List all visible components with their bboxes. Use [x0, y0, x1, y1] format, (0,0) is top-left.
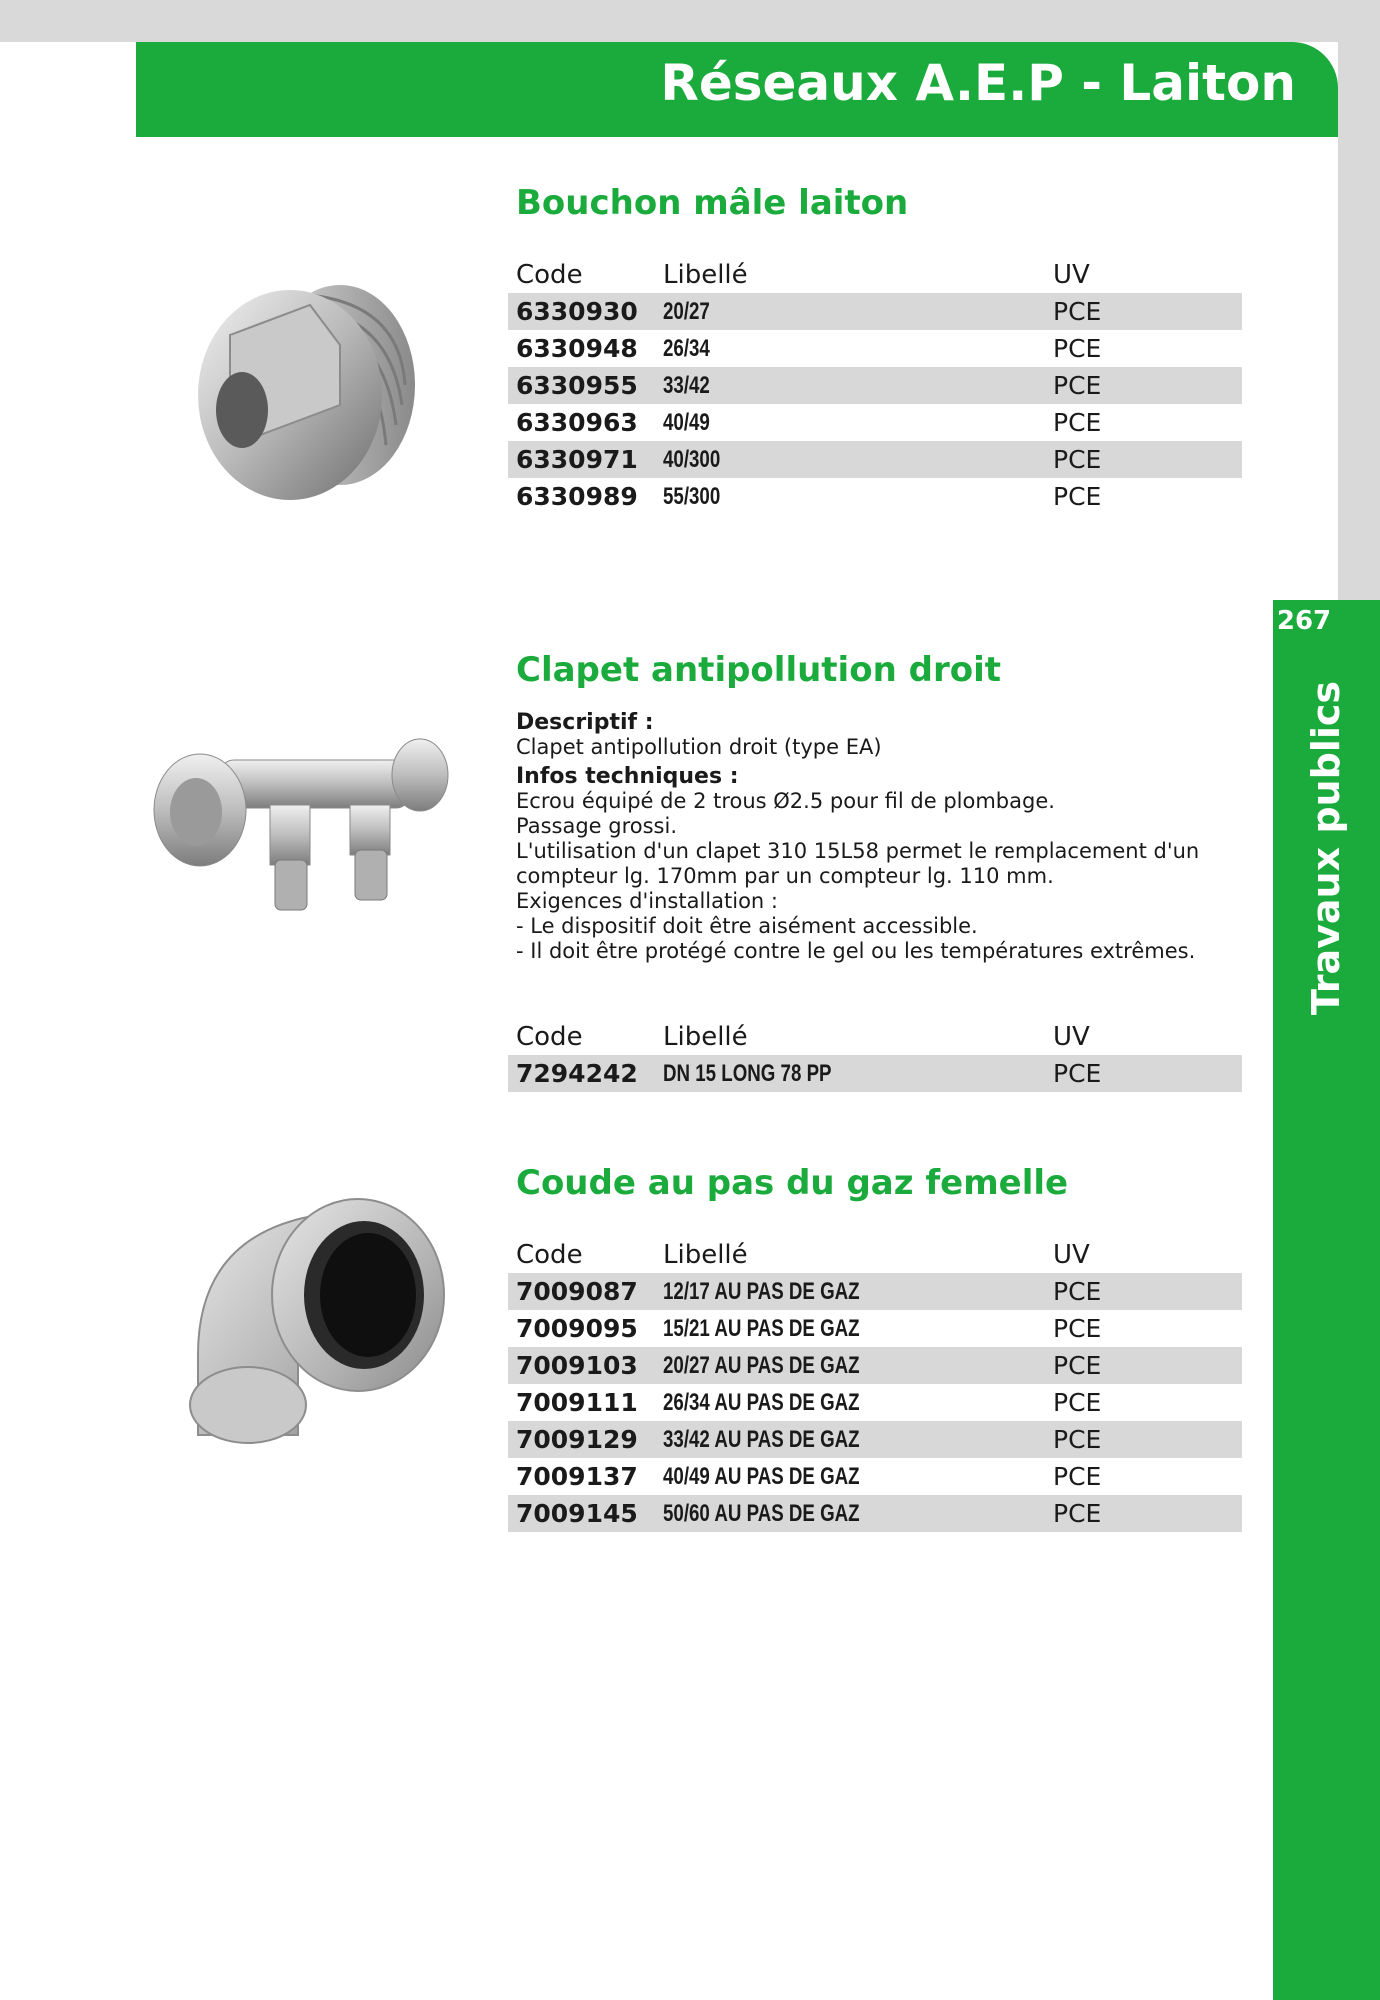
column-header-uv: UV — [1053, 1240, 1090, 1270]
top-frame-band — [0, 0, 1380, 42]
product-code: 7009103 — [516, 1351, 638, 1380]
product-label: 15/21 AU PAS DE GAZ — [663, 1315, 860, 1342]
table-header-row — [508, 256, 1242, 293]
column-header-libelle: Libellé — [663, 1240, 748, 1270]
product-label: 12/17 AU PAS DE GAZ — [663, 1278, 860, 1305]
table-header-row — [508, 1236, 1242, 1273]
product-unit: PCE — [1053, 297, 1102, 326]
column-header-libelle: Libellé — [663, 260, 748, 290]
table-header-row — [508, 1018, 1242, 1055]
product-code: 6330948 — [516, 334, 638, 363]
table-row — [508, 1310, 1242, 1347]
product-unit: PCE — [1053, 1462, 1102, 1491]
table-row — [508, 367, 1242, 404]
product-label: 40/49 — [663, 409, 710, 436]
product-label: 33/42 AU PAS DE GAZ — [663, 1426, 860, 1453]
table-row — [508, 441, 1242, 478]
check-valve-image — [150, 720, 460, 940]
infos-line: L'utilisation d'un clapet 310 15L58 permet le remplacement d'un — [516, 839, 1200, 863]
table-row — [508, 478, 1242, 515]
product-label: 50/60 AU PAS DE GAZ — [663, 1500, 860, 1527]
product-table-coude — [508, 1236, 1242, 1532]
table-row — [508, 330, 1242, 367]
table-row — [508, 1458, 1242, 1495]
product-label: 55/300 — [663, 483, 721, 510]
brass-plug-image — [190, 265, 430, 515]
product-table-bouchon — [508, 256, 1242, 515]
infos-line: compteur lg. 170mm par un compteur lg. 110 mm. — [516, 864, 1054, 888]
table-row — [508, 1347, 1242, 1384]
category-label: Travaux publics — [1304, 681, 1348, 1015]
product-code: 7009137 — [516, 1462, 638, 1491]
product-code: 6330989 — [516, 482, 638, 511]
column-header-uv: UV — [1053, 1022, 1090, 1052]
section-title-coude: Coude au pas du gaz femelle — [516, 1163, 1069, 1203]
infos-line: Passage grossi. — [516, 814, 678, 838]
column-header-code: Code — [516, 1240, 583, 1270]
product-unit: PCE — [1053, 334, 1102, 363]
product-code: 6330971 — [516, 445, 638, 474]
product-unit: PCE — [1053, 1314, 1102, 1343]
product-unit: PCE — [1053, 1351, 1102, 1380]
product-label: DN 15 LONG 78 PP — [663, 1060, 832, 1087]
product-label: 33/42 — [663, 372, 710, 399]
column-header-code: Code — [516, 1022, 583, 1052]
table-row — [508, 1421, 1242, 1458]
product-label: 20/27 — [663, 298, 710, 325]
product-code: 7009111 — [516, 1388, 638, 1417]
table-row — [508, 293, 1242, 330]
product-unit: PCE — [1053, 408, 1102, 437]
elbow-fitting-image — [178, 1195, 448, 1455]
product-description — [516, 710, 1256, 964]
infos-line: Exigences d'installation : — [516, 889, 778, 913]
product-unit: PCE — [1053, 1059, 1102, 1088]
page-number: 267 — [1276, 606, 1332, 636]
infos-line: Ecrou équipé de 2 trous Ø2.5 pour fil de plombage. — [516, 789, 1055, 813]
column-header-code: Code — [516, 260, 583, 290]
product-code: 6330963 — [516, 408, 638, 437]
descriptif-label: Descriptif : — [516, 710, 654, 735]
table-row — [508, 1055, 1242, 1092]
infos-techniques-label: Infos techniques : — [516, 764, 739, 789]
descriptif-text: Clapet antipollution droit (type EA) — [516, 735, 882, 759]
product-code: 7294242 — [516, 1059, 638, 1088]
product-code: 6330930 — [516, 297, 638, 326]
table-row — [508, 1273, 1242, 1310]
section-title-bouchon: Bouchon mâle laiton — [516, 183, 909, 223]
product-code: 7009095 — [516, 1314, 638, 1343]
product-label: 40/49 AU PAS DE GAZ — [663, 1463, 860, 1490]
product-code: 6330955 — [516, 371, 638, 400]
page-title: Réseaux A.E.P - Laiton — [660, 54, 1296, 112]
infos-line: - Le dispositif doit être aisément accessible. — [516, 914, 978, 938]
product-label: 26/34 — [663, 335, 710, 362]
header-bar — [136, 42, 1338, 137]
column-header-uv: UV — [1053, 260, 1090, 290]
product-unit: PCE — [1053, 1277, 1102, 1306]
product-unit: PCE — [1053, 1499, 1102, 1528]
product-code: 7009129 — [516, 1425, 638, 1454]
product-unit: PCE — [1053, 482, 1102, 511]
table-row — [508, 1495, 1242, 1532]
product-label: 40/300 — [663, 446, 721, 473]
section-title-clapet: Clapet antipollution droit — [516, 650, 1001, 690]
column-header-libelle: Libellé — [663, 1022, 748, 1052]
table-row — [508, 404, 1242, 441]
table-row — [508, 1384, 1242, 1421]
product-code: 7009087 — [516, 1277, 638, 1306]
product-unit: PCE — [1053, 1425, 1102, 1454]
product-label: 20/27 AU PAS DE GAZ — [663, 1352, 860, 1379]
right-frame-band — [1338, 0, 1380, 600]
product-table-clapet — [508, 1018, 1242, 1092]
product-label: 26/34 AU PAS DE GAZ — [663, 1389, 860, 1416]
product-unit: PCE — [1053, 1388, 1102, 1417]
product-code: 7009145 — [516, 1499, 638, 1528]
product-unit: PCE — [1053, 445, 1102, 474]
infos-line: - Il doit être protégé contre le gel ou les températures extrêmes. — [516, 939, 1196, 963]
product-unit: PCE — [1053, 371, 1102, 400]
